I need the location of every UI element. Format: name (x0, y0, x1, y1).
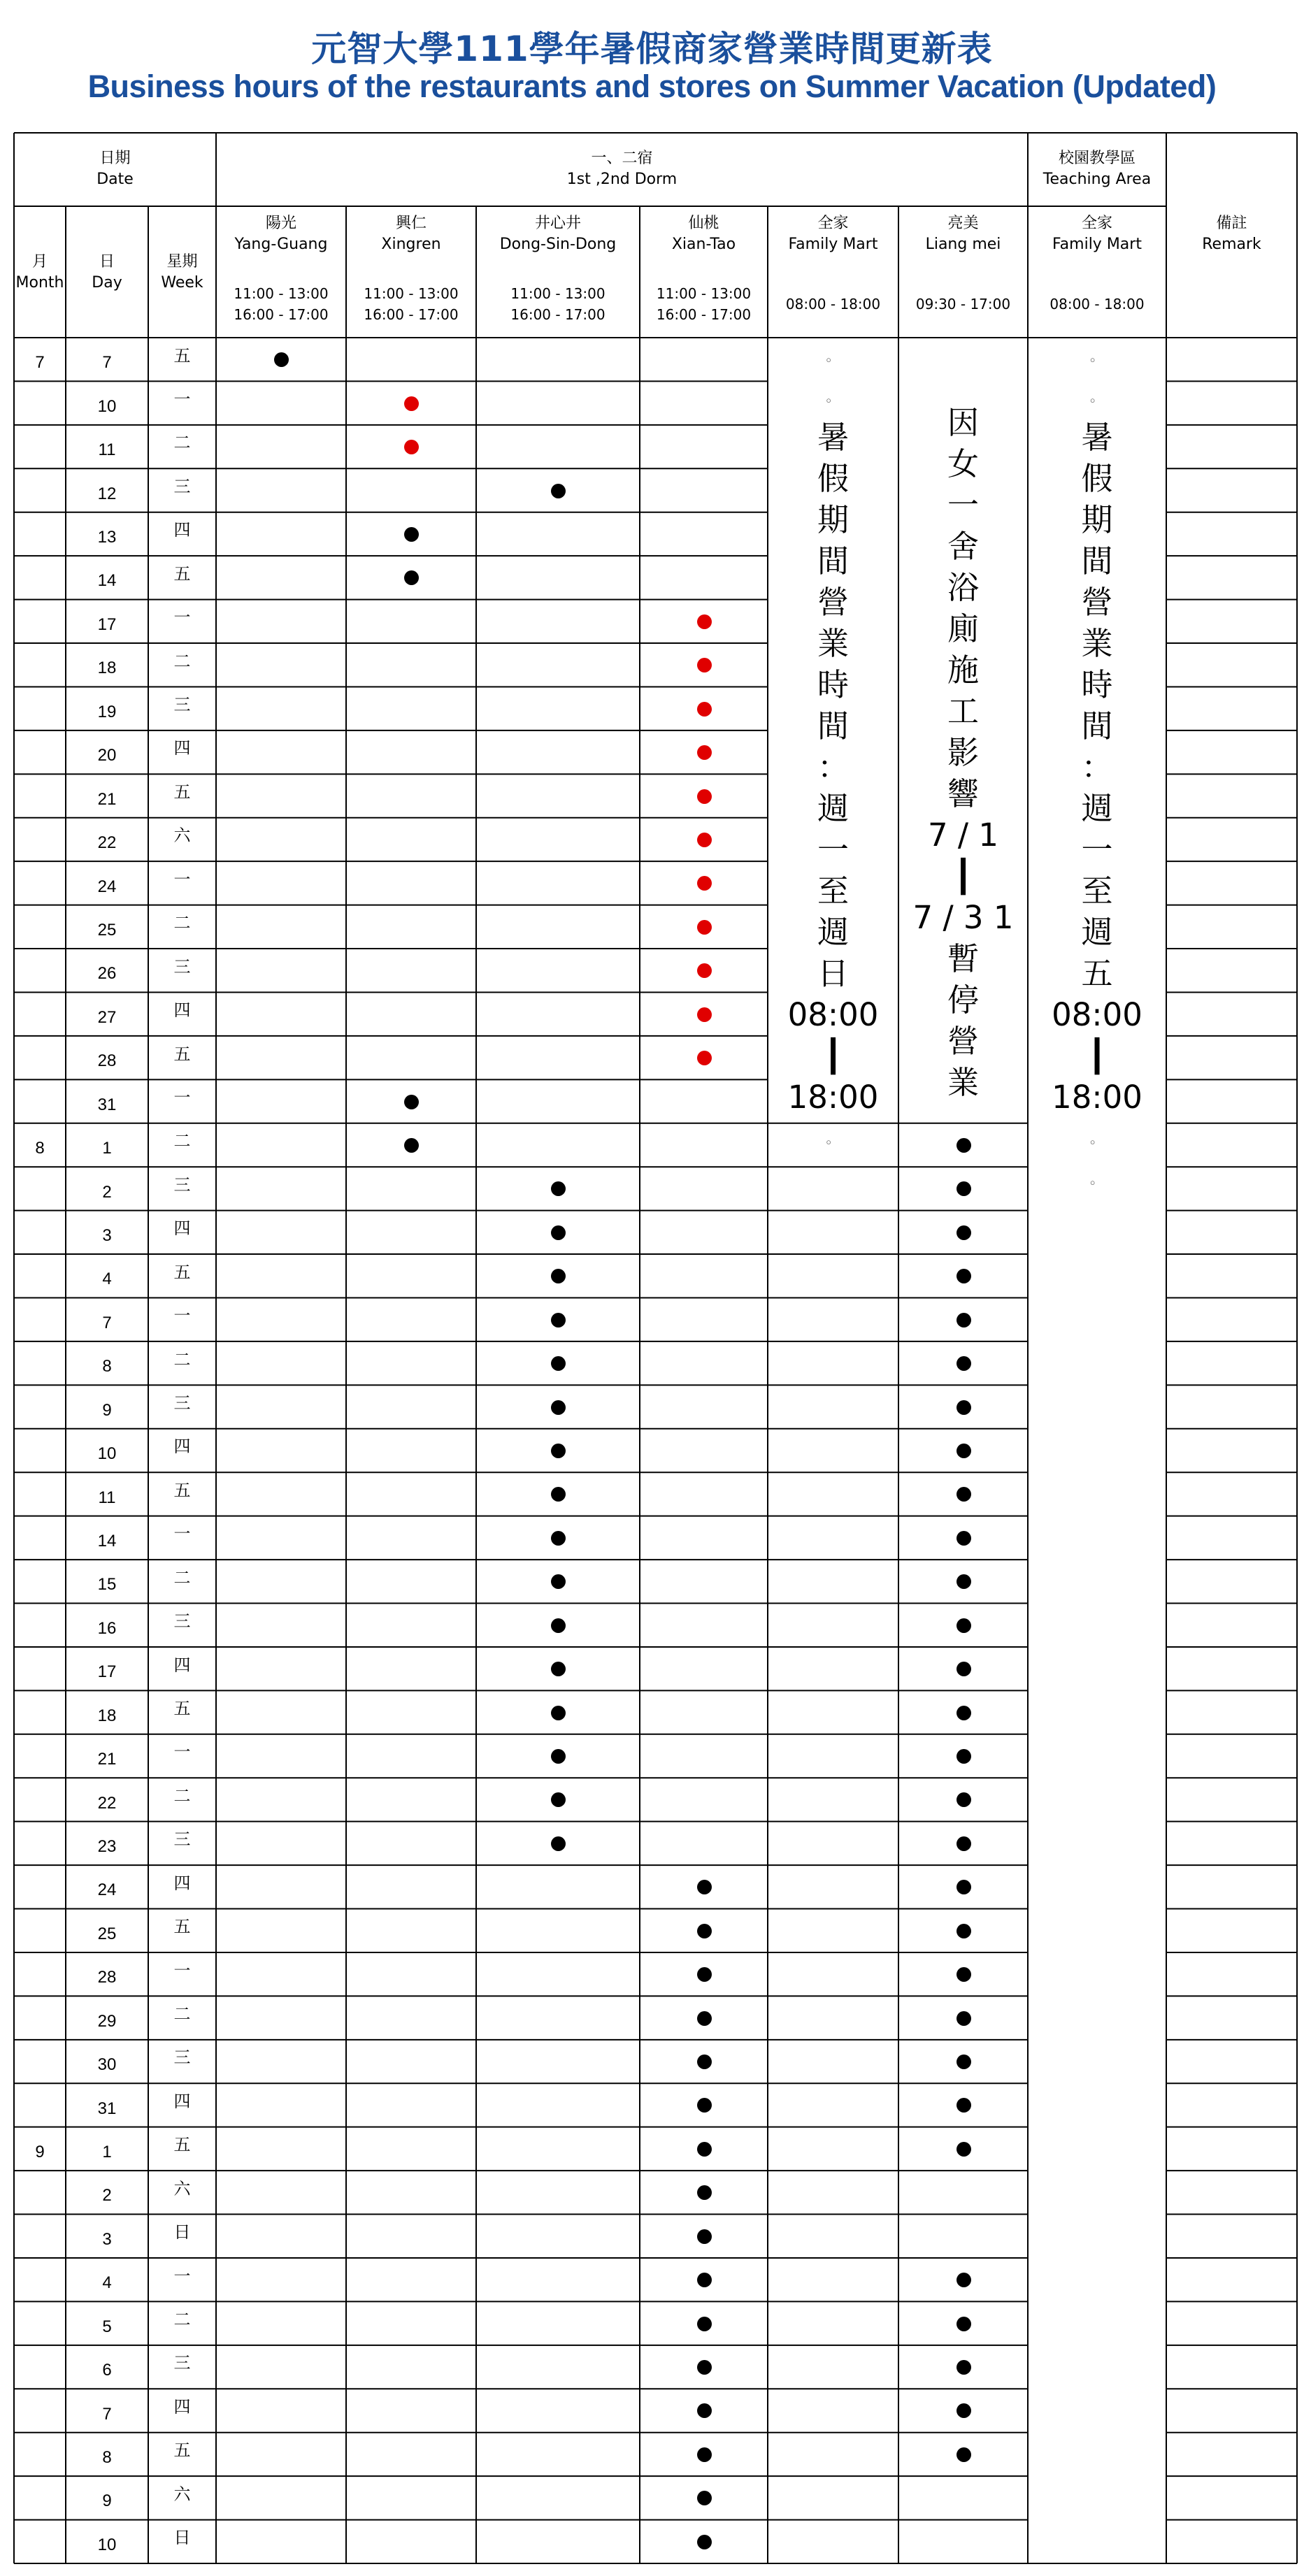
note-char: 影 (947, 734, 979, 771)
store-name-zh: 陽光 (265, 215, 296, 232)
open-dot-red (697, 876, 712, 891)
week-cell: 三 (173, 2353, 191, 2373)
week-cell: 日 (173, 2528, 191, 2548)
month-cell: 8 (35, 1139, 45, 1158)
week-cell: 四 (173, 520, 191, 540)
day-cell: 25 (97, 1924, 117, 1943)
teach-header-zh: 校園教學區 (1058, 150, 1135, 167)
note-char: 暫 (947, 940, 979, 977)
store-name-zh: 仙桃 (688, 215, 719, 232)
note-char: 間 (817, 542, 849, 580)
note-char: 暑 (1081, 419, 1113, 456)
store-hours: 11:00 - 13:00 (234, 285, 329, 302)
open-dot (956, 1662, 971, 1676)
store-name-en: Liang mei (925, 236, 1001, 253)
day-cell: 7 (102, 2404, 112, 2424)
week-cell: 二 (173, 433, 191, 453)
note-char: 。 (1090, 388, 1104, 405)
store-name-zh: 亮美 (947, 215, 979, 232)
note-char: 至 (817, 872, 849, 909)
week-header-zh: 星期 (166, 253, 198, 271)
day-cell: 20 (97, 746, 117, 765)
week-cell: 二 (173, 651, 191, 671)
page-title-en: Business hours of the restaurants and stores on Summer Vacation (Updated) (87, 69, 1217, 104)
dorm-header-zh: 一、二宿 (591, 150, 653, 167)
note-char: 。 (1090, 1130, 1104, 1146)
store-hours: 16:00 - 17:00 (510, 306, 606, 323)
note-char: 業 (947, 1064, 979, 1101)
open-dot (551, 1356, 566, 1371)
day-cell: 12 (97, 484, 117, 503)
day-cell: 7 (102, 353, 112, 373)
day-cell: 26 (97, 964, 117, 984)
open-dot (956, 1880, 971, 1894)
open-dot (956, 1574, 971, 1589)
remark-header-en: Remark (1202, 236, 1261, 253)
day-cell: 16 (97, 1618, 117, 1638)
week-cell: 五 (173, 1480, 191, 1500)
open-dot (697, 2142, 712, 2157)
open-dot (551, 1225, 566, 1240)
note-char: 。 (826, 347, 840, 364)
day-cell: 31 (97, 2099, 117, 2118)
note-char: 施 (947, 652, 979, 689)
open-dot (697, 2403, 712, 2418)
open-dot (551, 1662, 566, 1676)
open-dot-red (697, 789, 712, 804)
week-cell: 三 (173, 1829, 191, 1850)
page-title-zh: 元智大學111學年暑假商家營業時間更新表 (311, 29, 993, 69)
store-hours: 16:00 - 17:00 (234, 306, 329, 323)
open-dot-red (697, 1007, 712, 1022)
week-cell: 五 (173, 2135, 191, 2155)
day-cell: 24 (97, 1880, 117, 1900)
day-cell: 17 (97, 614, 117, 634)
open-dot (956, 2403, 971, 2418)
dorm-header-en: 1st ,2nd Dorm (566, 171, 678, 188)
note-char: 。 (826, 388, 840, 405)
day-cell: 10 (97, 2535, 117, 2554)
teach-header-en: Teaching Area (1043, 171, 1152, 188)
day-cell: 14 (97, 1531, 117, 1550)
note-char: 業 (817, 625, 849, 662)
open-dot (956, 1181, 971, 1196)
open-dot (956, 1313, 971, 1327)
day-cell: 31 (97, 1095, 117, 1114)
week-cell: 二 (173, 1785, 191, 1806)
day-cell: 15 (97, 1575, 117, 1595)
open-dot (956, 1444, 971, 1458)
week-cell: 四 (173, 2091, 191, 2111)
week-cell: 五 (173, 782, 191, 802)
note-char: 期 (817, 501, 849, 538)
remark-header-zh: 備註 (1216, 215, 1247, 232)
open-dot-red (697, 658, 712, 672)
open-dot (404, 1138, 419, 1153)
week-cell: 日 (173, 2222, 191, 2243)
week-cell: 三 (173, 1393, 191, 1413)
open-dot (697, 2098, 712, 2113)
open-dot (956, 1792, 971, 1807)
day-cell: 8 (102, 1357, 112, 1376)
note-char: 週 (817, 790, 849, 827)
day-cell: 17 (97, 1662, 117, 1682)
open-dot-red (404, 396, 419, 411)
open-dot (551, 1749, 566, 1764)
open-dot (697, 2185, 712, 2200)
day-cell: 6 (102, 2361, 112, 2380)
store-name-zh: 全家 (817, 215, 849, 232)
week-cell: 二 (173, 1567, 191, 1588)
open-dot (551, 1444, 566, 1458)
week-header-en: Week (161, 274, 203, 292)
week-cell: 一 (173, 2266, 191, 2286)
store-hours: 11:00 - 13:00 (510, 285, 606, 302)
week-cell: 六 (173, 826, 191, 846)
open-dot (551, 1836, 566, 1851)
note-char: 廁 (947, 610, 979, 647)
day-cell: 14 (97, 571, 117, 591)
note-char: 營 (1081, 584, 1113, 621)
note-char: 響 (947, 775, 979, 812)
store-hours: 11:00 - 13:00 (364, 285, 459, 302)
store-name-zh: 全家 (1081, 215, 1112, 232)
open-dot (551, 1313, 566, 1327)
day-cell: 30 (97, 2055, 117, 2075)
open-dot-red (697, 702, 712, 717)
open-dot (697, 2011, 712, 2026)
store-hours: 08:00 - 18:00 (1049, 296, 1145, 312)
store-name-en: Xian-Tao (671, 236, 736, 253)
note-char: 至 (1081, 872, 1113, 909)
week-cell: 四 (173, 1437, 191, 1457)
day-cell: 28 (97, 1968, 117, 1987)
open-dot (697, 2055, 712, 2069)
open-dot-red (697, 920, 712, 935)
note-char: ┃ (1087, 1037, 1107, 1074)
open-dot (956, 1967, 971, 1982)
store-name-zh: 興仁 (395, 215, 427, 232)
day-cell: 3 (102, 1225, 112, 1245)
store-hours: 08:00 - 18:00 (785, 296, 881, 312)
day-cell: 19 (97, 702, 117, 721)
note-char: 時 (817, 666, 849, 703)
day-cell: 4 (102, 1269, 112, 1289)
open-dot (956, 2273, 971, 2287)
open-dot-red (697, 614, 712, 629)
open-dot (551, 484, 566, 498)
day-cell: 5 (102, 2317, 112, 2336)
week-cell: 二 (173, 2004, 191, 2024)
week-cell: 五 (173, 1044, 191, 1064)
week-cell: 五 (173, 1262, 191, 1282)
note-char: ： (1081, 749, 1113, 786)
day-cell: 9 (102, 2491, 112, 2511)
day-cell: 10 (97, 396, 117, 416)
note-familymart_teach (1028, 336, 1166, 1199)
week-cell: 三 (173, 2048, 191, 2068)
note-char: ： (817, 749, 849, 786)
week-cell: 二 (173, 2310, 191, 2330)
open-dot (551, 1618, 566, 1633)
week-cell: 四 (173, 1655, 191, 1675)
open-dot (956, 1356, 971, 1371)
open-dot (956, 1618, 971, 1633)
open-dot (956, 2011, 971, 2026)
week-cell: 三 (173, 1611, 191, 1632)
open-dot (697, 2273, 712, 2287)
week-cell: 四 (173, 1873, 191, 1893)
note-char: 。 (1090, 347, 1104, 364)
day-cell: 11 (98, 1488, 116, 1507)
open-dot (956, 1836, 971, 1851)
open-dot (697, 1924, 712, 1938)
note-char: 週 (817, 914, 849, 951)
store-name-en: Family Mart (1052, 236, 1142, 253)
open-dot (404, 1095, 419, 1109)
open-dot (551, 1400, 566, 1415)
day-cell: 9 (102, 1400, 112, 1420)
week-cell: 五 (173, 345, 191, 366)
open-dot (697, 2360, 712, 2375)
open-dot (956, 1531, 971, 1546)
day-cell: 4 (102, 2273, 112, 2293)
week-cell: 一 (173, 869, 191, 889)
note-char: 業 (1081, 625, 1113, 662)
day-cell: 22 (97, 1793, 117, 1813)
note-char: 週 (1081, 914, 1113, 951)
open-dot (956, 2098, 971, 2113)
store-hours: 16:00 - 17:00 (656, 306, 752, 323)
week-cell: 一 (173, 1524, 191, 1544)
open-dot (697, 1967, 712, 1982)
day-cell: 24 (97, 877, 117, 896)
open-dot (956, 2055, 971, 2069)
note-char: 18:00 (1052, 1079, 1142, 1116)
note-char: 。 (1090, 1170, 1104, 1187)
day-cell: 21 (97, 789, 117, 809)
open-dot (956, 1400, 971, 1415)
date-header-en: Date (96, 171, 134, 188)
open-dot-red (697, 833, 712, 847)
note-char: 女 (947, 445, 979, 482)
note-char: 7 / 1 (927, 816, 999, 854)
note-char: 18:00 (787, 1079, 879, 1116)
open-dot (551, 1531, 566, 1546)
day-cell: 25 (97, 920, 117, 940)
note-char: 五 (1081, 955, 1113, 992)
week-cell: 一 (173, 1742, 191, 1762)
open-dot (956, 2317, 971, 2331)
note-liangmei (898, 402, 1028, 1103)
day-cell: 3 (102, 2229, 112, 2249)
note-char: 假 (817, 460, 849, 497)
month-header-zh: 月 (31, 253, 48, 271)
day-cell: 7 (102, 1313, 112, 1332)
week-cell: 五 (173, 1698, 191, 1718)
store-name-zh: 井心井 (534, 215, 581, 232)
open-dot (956, 1706, 971, 1720)
open-dot-red (697, 1051, 712, 1065)
open-dot (956, 1269, 971, 1283)
week-cell: 三 (173, 476, 191, 496)
note-char: 停 (947, 981, 979, 1019)
day-header-en: Day (92, 274, 122, 292)
day-cell: 1 (102, 2143, 112, 2162)
week-cell: 一 (173, 389, 191, 410)
open-dot (697, 2317, 712, 2331)
day-cell: 10 (97, 1444, 117, 1464)
store-hours: 11:00 - 13:00 (656, 285, 752, 302)
note-char: 時 (1081, 666, 1113, 703)
open-dot-red (697, 745, 712, 760)
open-dot (956, 1924, 971, 1938)
note-char: 工 (947, 693, 979, 730)
open-dot (956, 2360, 971, 2375)
store-name-en: Family Mart (788, 236, 878, 253)
day-cell: 1 (102, 1139, 112, 1158)
open-dot (697, 1880, 712, 1894)
week-cell: 四 (173, 738, 191, 758)
note-char: 間 (1081, 542, 1113, 580)
open-dot (404, 527, 419, 542)
note-char: 一 (817, 831, 849, 868)
open-dot (956, 1225, 971, 1240)
day-cell: 2 (102, 1182, 112, 1202)
week-cell: 三 (173, 1174, 191, 1195)
store-name-en: Dong-Sin-Dong (499, 236, 617, 253)
open-dot (956, 2447, 971, 2462)
open-dot (956, 2142, 971, 2157)
note-familymart_dorm (768, 336, 898, 1158)
day-cell: 29 (97, 2011, 117, 2031)
week-cell: 三 (173, 695, 191, 715)
week-cell: 二 (173, 1349, 191, 1369)
week-cell: 一 (173, 1306, 191, 1326)
day-cell: 2 (102, 2186, 112, 2206)
week-cell: 五 (173, 563, 191, 584)
week-cell: 五 (173, 1917, 191, 1937)
day-cell: 22 (97, 833, 117, 853)
open-dot (697, 2447, 712, 2462)
day-cell: 13 (97, 528, 117, 547)
date-header-zh: 日期 (99, 150, 131, 167)
week-cell: 五 (173, 2440, 191, 2461)
note-char: 08:00 (787, 996, 879, 1033)
note-char: 期 (1081, 501, 1113, 538)
day-cell: 11 (98, 440, 116, 460)
open-dot (551, 1706, 566, 1720)
day-cell: 23 (97, 1837, 117, 1856)
week-cell: 一 (173, 607, 191, 628)
week-cell: 三 (173, 956, 191, 977)
note-char: 一 (1081, 831, 1113, 868)
note-char: 營 (947, 1023, 979, 1060)
note-char: 。 (826, 1130, 840, 1146)
day-cell: 21 (97, 1750, 117, 1769)
week-cell: 二 (173, 1131, 191, 1151)
day-header-zh: 日 (99, 253, 115, 271)
note-char: 週 (1081, 790, 1113, 827)
week-cell: 四 (173, 1000, 191, 1021)
note-char: 浴 (947, 569, 979, 606)
open-dot (697, 2535, 712, 2549)
note-char: 08:00 (1052, 996, 1142, 1033)
store-hours: 16:00 - 17:00 (364, 306, 459, 323)
open-dot (956, 1749, 971, 1764)
note-char: 間 (817, 707, 849, 744)
note-char: 日 (817, 955, 849, 992)
month-header-en: Month (15, 274, 64, 292)
month-cell: 9 (35, 2143, 45, 2162)
week-cell: 一 (173, 1960, 191, 1980)
month-cell: 7 (35, 353, 45, 373)
note-char: 因 (947, 404, 979, 441)
week-cell: 二 (173, 913, 191, 933)
note-char: 舍 (947, 528, 979, 565)
note-char: 7 / 3 1 (912, 899, 1014, 936)
note-char: 假 (1081, 460, 1113, 497)
day-cell: 18 (97, 659, 117, 678)
week-cell: 一 (173, 1087, 191, 1107)
week-cell: 四 (173, 2396, 191, 2417)
week-cell: 四 (173, 1218, 191, 1239)
note-char: ┃ (953, 858, 973, 895)
store-name-en: Yang-Guang (234, 236, 328, 253)
day-cell: 27 (97, 1007, 117, 1027)
open-dot-red (404, 440, 419, 454)
day-cell: 18 (97, 1706, 117, 1725)
week-cell: 六 (173, 2178, 191, 2199)
note-char: 一 (947, 487, 979, 524)
open-dot (956, 1487, 971, 1502)
open-dot (697, 2229, 712, 2244)
open-dot (956, 1138, 971, 1153)
note-char: 營 (817, 584, 849, 621)
week-cell: 六 (173, 2484, 191, 2504)
day-cell: 28 (97, 1051, 117, 1071)
note-char: 暑 (817, 419, 849, 456)
note-char: 間 (1081, 707, 1113, 744)
open-dot-red (697, 963, 712, 978)
day-cell: 8 (102, 2448, 112, 2468)
store-name-en: Xingren (381, 236, 441, 253)
open-dot (697, 2491, 712, 2505)
store-hours: 09:30 - 17:00 (915, 296, 1011, 312)
note-char: ┃ (823, 1037, 843, 1074)
